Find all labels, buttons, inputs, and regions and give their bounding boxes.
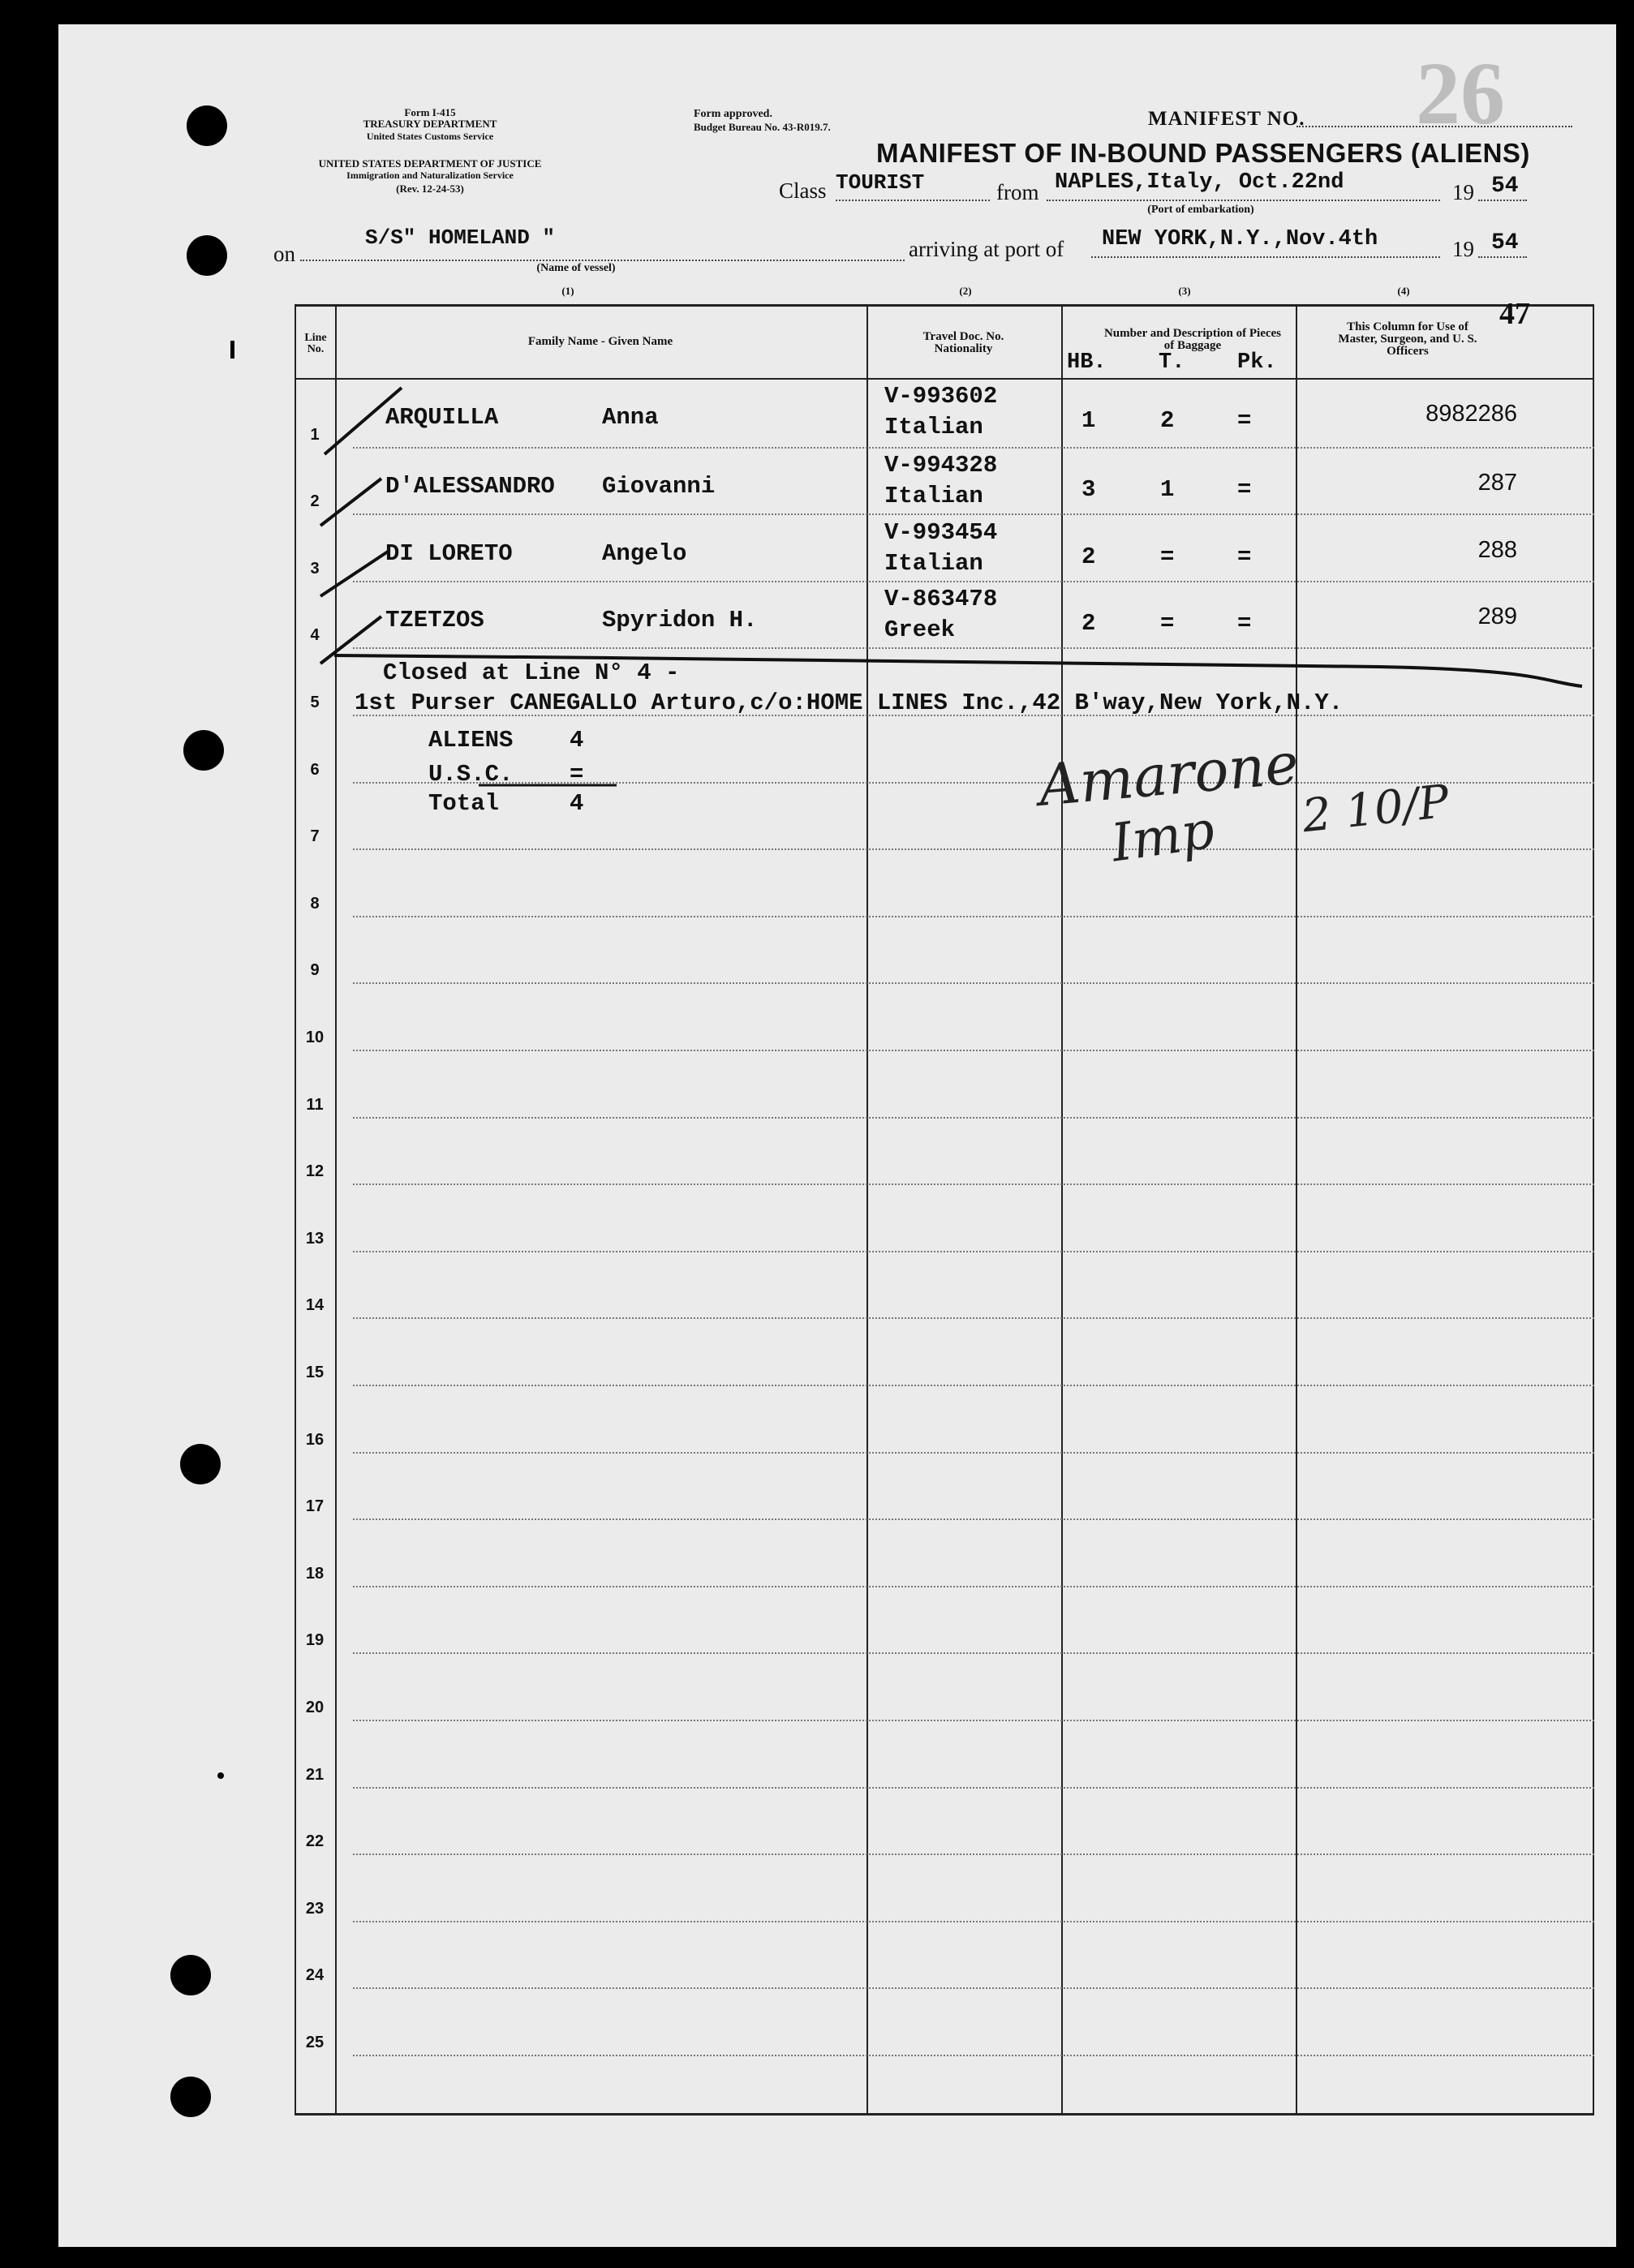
line-number: 1 bbox=[310, 426, 320, 444]
travel-doc-number: V-993454 bbox=[884, 519, 998, 546]
line-number: 19 bbox=[305, 1631, 325, 1649]
given-name: Anna bbox=[602, 404, 659, 431]
line-number: 14 bbox=[305, 1296, 325, 1314]
baggage-pk: = bbox=[1237, 610, 1252, 637]
check-mark bbox=[320, 552, 388, 596]
on-label: on bbox=[273, 242, 295, 266]
total-label: Total bbox=[428, 790, 500, 817]
class-value: TOURIST bbox=[836, 170, 925, 195]
arrival-year: 54 bbox=[1491, 230, 1519, 256]
pk-header: Pk. bbox=[1237, 350, 1277, 375]
line-number: 15 bbox=[305, 1364, 325, 1381]
baggage-t: = bbox=[1160, 543, 1175, 570]
officer-number: 287 bbox=[1477, 470, 1517, 496]
vessel-value: S/S" HOMELAND " bbox=[365, 226, 556, 250]
manifest-no-label: MANIFEST NO. bbox=[1148, 108, 1305, 130]
line-number: 21 bbox=[305, 1766, 325, 1784]
baggage-hb: 1 bbox=[1081, 407, 1096, 434]
line-number: 25 bbox=[305, 2034, 325, 2051]
line-number: 12 bbox=[305, 1162, 325, 1180]
line-number: 16 bbox=[305, 1431, 325, 1449]
year-prefix-arrival: 19 bbox=[1452, 237, 1474, 261]
baggage-t: 1 bbox=[1160, 476, 1175, 503]
form-approved: Form approved. bbox=[694, 108, 772, 120]
baggage-pk: = bbox=[1237, 476, 1252, 503]
revision-label: (Rev. 12-24-53) bbox=[396, 183, 464, 195]
baggage-t: 2 bbox=[1160, 407, 1175, 434]
line-number: 4 bbox=[310, 626, 320, 644]
check-mark bbox=[320, 479, 381, 526]
line-number: 22 bbox=[305, 1832, 325, 1850]
from-value: NAPLES,Italy, Oct.22nd bbox=[1055, 170, 1344, 195]
customs-label: United States Customs Service bbox=[366, 131, 494, 142]
baggage-header: Number and Description of Pieces of Baggage bbox=[1103, 327, 1282, 352]
line-number: 11 bbox=[306, 1096, 324, 1114]
baggage-hb: 2 bbox=[1081, 610, 1096, 637]
column-number-4: (4) bbox=[1397, 285, 1410, 297]
total-value: 4 bbox=[570, 790, 584, 817]
officer-number: 288 bbox=[1477, 537, 1517, 563]
handwritten-name: Amarone bbox=[1036, 730, 1301, 819]
travel-doc-number: V-863478 bbox=[884, 586, 998, 612]
nationality: Italian bbox=[884, 483, 983, 509]
port-caption: (Port of embarkation) bbox=[1147, 204, 1254, 216]
column-number-1: (1) bbox=[561, 285, 574, 297]
arrival-value: NEW YORK,N.Y.,Nov.4th bbox=[1102, 227, 1378, 251]
usc-label: U.S.C. bbox=[428, 761, 514, 788]
year-prefix-departure: 19 bbox=[1452, 180, 1474, 204]
page-number: 47 bbox=[1499, 297, 1530, 331]
line-number: 2 bbox=[310, 492, 320, 510]
line-number: 10 bbox=[305, 1029, 325, 1046]
handwritten-imp: Imp bbox=[1107, 800, 1219, 874]
hb-header: HB. bbox=[1067, 350, 1107, 375]
line-number: 3 bbox=[310, 560, 320, 578]
ins-label: Immigration and Naturalization Service bbox=[346, 170, 514, 181]
line-number: 23 bbox=[305, 1900, 325, 1918]
handwritten-note: 2 10/P bbox=[1300, 775, 1452, 844]
budget-bureau: Budget Bureau No. 43-R019.7. bbox=[694, 121, 831, 133]
given-name: Giovanni bbox=[602, 473, 716, 500]
from-label: from bbox=[996, 180, 1039, 204]
nationality: Greek bbox=[884, 616, 956, 643]
travel-doc-number: V-993602 bbox=[884, 383, 998, 410]
line-number: 17 bbox=[305, 1497, 325, 1515]
given-name: Spyridon H. bbox=[602, 607, 758, 634]
family-name: ARQUILLA bbox=[385, 404, 499, 431]
arriving-label: arriving at port of bbox=[909, 237, 1064, 261]
form-number: Form I-415 bbox=[404, 106, 456, 118]
line-number: 6 bbox=[310, 761, 320, 779]
vessel-caption: (Name of vessel) bbox=[536, 262, 616, 274]
aliens-label: ALIENS bbox=[428, 727, 514, 754]
aliens-value: 4 bbox=[570, 727, 584, 754]
nationality: Italian bbox=[884, 550, 983, 577]
baggage-hb: 3 bbox=[1081, 476, 1096, 503]
travel-doc-header: Travel Doc. No. Nationality bbox=[922, 330, 1004, 355]
manifest-no-value: 26 bbox=[1416, 44, 1505, 143]
t-header: T. bbox=[1159, 350, 1185, 375]
line-number: 7 bbox=[310, 827, 320, 845]
travel-doc-number: V-994328 bbox=[884, 452, 998, 479]
name-header: Family Name - Given Name bbox=[527, 335, 673, 348]
line-number: 9 bbox=[310, 961, 320, 979]
closed-at-line: Closed at Line N° 4 - bbox=[383, 659, 680, 686]
baggage-pk: = bbox=[1237, 407, 1252, 434]
usc-value: = bbox=[570, 761, 584, 788]
manifest-title: MANIFEST OF IN-BOUND PASSENGERS (ALIENS) bbox=[876, 138, 1530, 168]
line-number: 18 bbox=[305, 1565, 325, 1583]
line-number: 5 bbox=[310, 694, 320, 711]
column-number-3: (3) bbox=[1178, 285, 1191, 297]
line-number: 8 bbox=[310, 895, 320, 913]
baggage-hb: 2 bbox=[1081, 543, 1096, 570]
given-name: Angelo bbox=[602, 540, 687, 567]
line-number: 24 bbox=[305, 1966, 325, 1984]
line-no-header: Line No. bbox=[304, 332, 327, 355]
nationality: Italian bbox=[884, 414, 983, 440]
family-name: DI LORETO bbox=[385, 540, 513, 567]
purser-note: 1st Purser CANEGALLO Arturo,c/o:HOME LINES Inc.,42 B'way,New York,N.Y. bbox=[355, 689, 1344, 716]
baggage-pk: = bbox=[1237, 543, 1252, 570]
family-name: TZETZOS bbox=[385, 607, 484, 634]
justice-label: UNITED STATES DEPARTMENT OF JUSTICE bbox=[318, 157, 542, 170]
officers-header: This Column for Use of Master, Surgeon, and U. S. Officers bbox=[1338, 320, 1477, 358]
baggage-t: = bbox=[1160, 610, 1175, 637]
treasury-label: TREASURY DEPARTMENT bbox=[363, 118, 497, 130]
family-name: D'ALESSANDRO bbox=[385, 473, 555, 500]
officer-number: 289 bbox=[1477, 604, 1517, 629]
class-label: Class bbox=[779, 178, 827, 203]
officer-number: 8982286 bbox=[1425, 401, 1517, 427]
line-number: 13 bbox=[305, 1230, 325, 1248]
line-number: 20 bbox=[305, 1699, 325, 1716]
departure-year: 54 bbox=[1491, 174, 1519, 199]
column-number-2: (2) bbox=[959, 285, 972, 297]
check-mark bbox=[325, 388, 402, 454]
